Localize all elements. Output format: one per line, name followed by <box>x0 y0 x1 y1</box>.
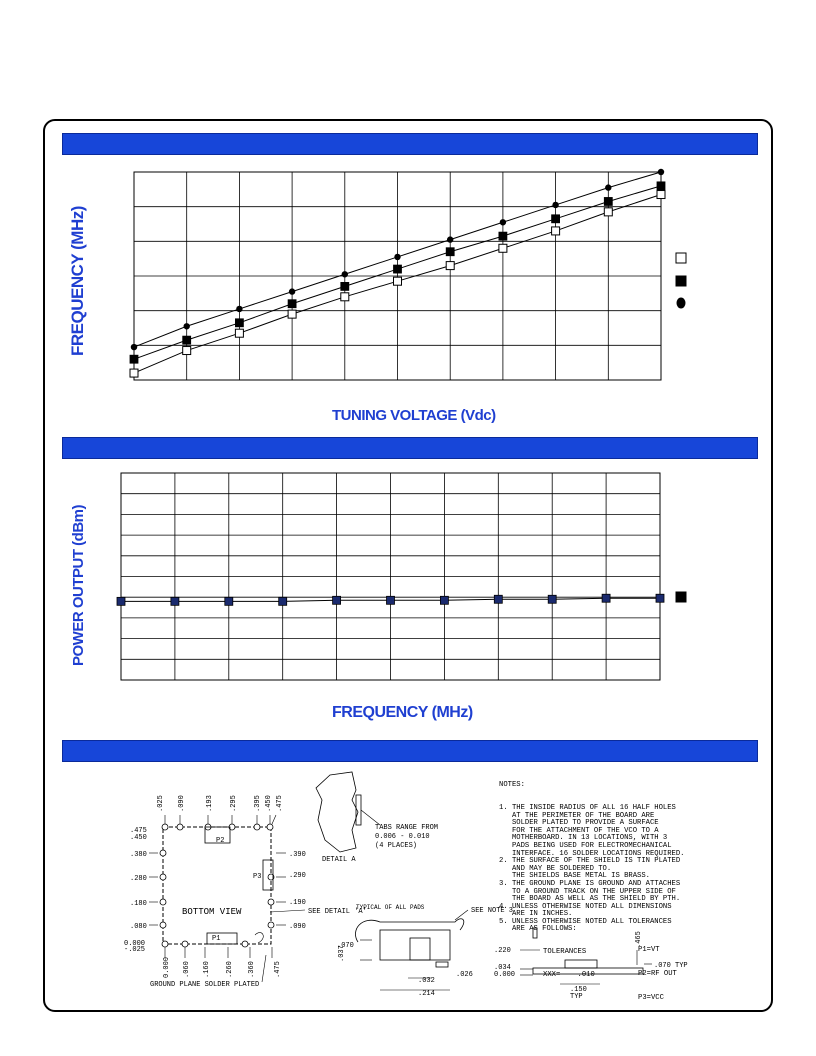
chart2-y-axis-label: POWER OUTPUT (dBm) <box>70 505 87 666</box>
pin-3: P3=VCC <box>638 994 664 1002</box>
right-dimension-labels <box>289 851 306 931</box>
chart1-y-axis-label: FREQUENCY (MHz) <box>68 206 87 356</box>
detail-a-label: DETAIL A <box>322 856 356 864</box>
tolerance-value: XXX= .010 <box>543 971 595 980</box>
svg-text:.180: .180 <box>130 900 147 908</box>
svg-text:.290: .290 <box>289 872 306 880</box>
svg-text:.070 TYP: .070 TYP <box>654 962 688 970</box>
note-line: 3. THE GROUND PLANE IS GROUND AND ATTACHES <box>499 879 681 888</box>
pad-p3-label: P3 <box>253 873 262 881</box>
pad-detail <box>380 930 450 960</box>
svg-text:.280: .280 <box>130 875 147 883</box>
svg-text:.380: .380 <box>130 851 147 859</box>
svg-text:.026: .026 <box>456 971 473 979</box>
svg-text:.214: .214 <box>418 990 435 998</box>
see-detail-label: SEE DETAIL 'A' <box>308 908 367 916</box>
svg-text:0.000: 0.000 <box>494 971 516 979</box>
note-line: TO A GROUND TRACK ON THE UPPER SIDE OF <box>499 887 676 896</box>
svg-text:0.000: 0.000 <box>163 956 171 978</box>
svg-text:.360: .360 <box>248 961 256 978</box>
note-line: FOR THE ATTACHMENT OF THE VCO TO A <box>499 826 659 835</box>
note-line: THE BOARD AS WELL AS THE SHIELD BY PTH. <box>499 895 681 904</box>
note-line: ARE AS FOLLOWS: <box>499 925 577 934</box>
svg-text:.190: .190 <box>289 899 306 907</box>
svg-text:.193: .193 <box>206 795 214 812</box>
note-line: 4. UNLESS OTHERWISE NOTED ALL DIMENSIONS <box>499 902 672 911</box>
bottom-view-label: BOTTOM VIEW <box>182 907 242 917</box>
notes-lines <box>499 805 684 934</box>
svg-text:.390: .390 <box>289 851 306 859</box>
svg-text:.025: .025 <box>157 795 165 812</box>
tabs-text-3: (4 PLACES) <box>375 842 418 850</box>
top-dimension-labels <box>157 795 284 812</box>
svg-text:TYP: TYP <box>570 993 583 1001</box>
chart2-x-axis-label: FREQUENCY (MHz) <box>332 704 473 721</box>
left-dimension-labels <box>124 827 147 954</box>
pin-2: P2=RF OUT <box>638 970 677 978</box>
note-line: SOLDER PLATED TO PROVIDE A SURFACE <box>499 819 659 828</box>
note-line: 2. THE SURFACE OF THE SHIELD IS TIN PLATED <box>499 857 681 866</box>
note-line: INTERFACE. 16 SOLDER LOCATIONS REQUIRED. <box>499 849 685 858</box>
svg-text:.260: .260 <box>226 961 234 978</box>
svg-text:0.000: 0.000 <box>124 940 146 948</box>
note-line: AND MAY BE SOLDERED TO. <box>499 864 612 873</box>
detail-a-shape <box>316 772 358 852</box>
tolerance-heading: TOLERANCES <box>543 948 587 957</box>
svg-text:-.025: -.025 <box>124 946 146 954</box>
chart1-x-axis-label: TUNING VOLTAGE (Vdc) <box>332 407 496 424</box>
svg-text:.450: .450 <box>130 834 147 842</box>
svg-text:.150: .150 <box>570 986 587 994</box>
svg-text:.475: .475 <box>276 795 284 812</box>
pad-p1-label: P1 <box>212 935 221 943</box>
note-line: PADS BEING USED FOR ELECTROMECHANICAL <box>499 841 672 850</box>
svg-text:.295: .295 <box>230 795 238 812</box>
svg-text:.060: .060 <box>183 961 191 978</box>
svg-text:.220: .220 <box>494 947 511 955</box>
note-line: 1. THE INSIDE RADIUS OF ALL 16 HALF HOLES <box>499 803 676 812</box>
note-line: ARE IN INCHES. <box>499 910 573 919</box>
notes-heading: NOTES: <box>499 781 525 790</box>
svg-text:.450: .450 <box>265 795 273 812</box>
svg-text:.475: .475 <box>274 961 282 978</box>
svg-text:.080: .080 <box>130 923 147 931</box>
note-line: 5. UNLESS OTHERWISE NOTED ALL TOLERANCES <box>499 917 672 926</box>
svg-text:.475: .475 <box>130 827 147 835</box>
svg-text:.034: .034 <box>494 964 511 972</box>
svg-text:.465: .465 <box>635 931 643 948</box>
tabs-text-1: TABS RANGE FROM <box>375 824 439 832</box>
pin-list <box>638 930 677 1010</box>
svg-text:.090: .090 <box>178 795 186 812</box>
svg-text:.037: .037 <box>338 945 346 962</box>
pad-p2-label: P2 <box>216 837 225 845</box>
see-note3-label: SEE NOTE 3 <box>471 907 514 915</box>
svg-text:.395: .395 <box>254 795 262 812</box>
svg-text:.160: .160 <box>203 961 211 978</box>
typical-pads-label: TYPICAL OF ALL PADS <box>356 904 425 911</box>
tabs-text-2: 0.006 - 0.010 <box>375 833 430 841</box>
note-line: AT THE PERIMETER OF THE BOARD ARE <box>499 811 655 820</box>
pin-1: P1=VT <box>638 946 660 954</box>
svg-text:.032: .032 <box>418 977 435 985</box>
svg-text:.090: .090 <box>289 923 306 931</box>
note-line: MOTHERBOARD. IN 13 LOCATIONS, WITH 3 <box>499 834 668 843</box>
svg-text:.070: .070 <box>337 942 354 950</box>
ground-plane-label: GROUND PLANE SOLDER PLATED <box>150 981 260 989</box>
note-line: THE SHIELDS BASE METAL IS BRASS. <box>499 872 650 881</box>
